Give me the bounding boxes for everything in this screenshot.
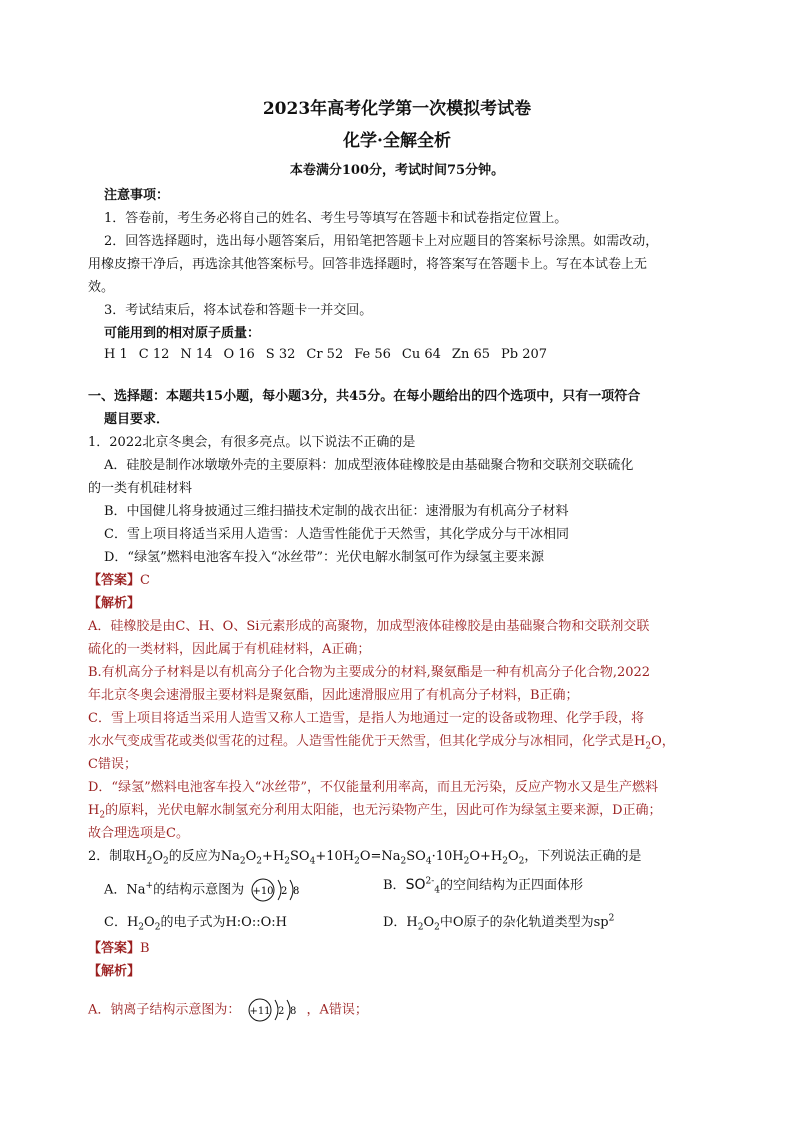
sp-sup: 2: [608, 913, 615, 924]
na-shell-2: 8: [293, 886, 300, 897]
atom-pb: Pb 207: [501, 347, 548, 362]
note-2: 2．回答选择题时，选出每小题答案后，用铅笔把答题卡上对应题目的答案标号涂黑。如需改动，: [104, 234, 659, 249]
q2-option-c: C．$H_2O_2$的电子式为H:O::O:H: [104, 915, 287, 933]
answer-label: 【答案】: [88, 573, 141, 588]
q2-opt-d-tail: 中O原子的杂化轨道类型为sp: [439, 915, 609, 930]
q2-stem-rest: ，下列说法正确的是: [524, 849, 642, 864]
q1-conclusion: 故合理选项是C。: [88, 826, 189, 841]
q1-exp-c-end: C错误；: [88, 757, 137, 772]
q1-stem: 1．2022北京冬奥会，有很多亮点。以下说法不正确的是: [88, 435, 416, 450]
note-3: 3．考试结束后，将本试卷和答题卡一并交回。: [104, 303, 373, 318]
q1-exp-c: C．雪上项目将适当采用人造雪又称人工造雪，是指人为地通过一定的设备或物理、化学手段，将: [88, 711, 644, 726]
na-plus-sup: +: [145, 881, 154, 892]
q2-exp-a: [88, 996, 368, 1024]
so4-charge: 2-: [425, 876, 435, 887]
note-2-end: 效。: [88, 280, 115, 295]
q2-opt-a-tail: 的结构示意图为: [153, 882, 245, 898]
atoms-list: [104, 346, 558, 364]
na-nucleus: +10: [252, 886, 274, 897]
atom-cu: Cu 64: [401, 347, 441, 362]
q2-opt-d-pre: D．H: [383, 915, 418, 930]
so4-ion: SO: [405, 877, 426, 893]
na11-shell-2: 8: [289, 1006, 296, 1017]
q2-option-d: D．$H_2O_2$中O原子的杂化轨道类型为$sp^2$: [383, 913, 615, 933]
q1-exp-a-cont: 硫化的一类材料，因此属于有机硅材料，A正确；: [88, 642, 371, 657]
atom-o: O 16: [223, 347, 255, 362]
h2-letter: H: [88, 803, 100, 818]
q1-option-b: B．中国健儿将身披通过三维扫描技术定制的战衣出征：速滑服为有机高分子材料: [104, 504, 569, 519]
q2-analysis-label: 【解析】: [88, 964, 141, 979]
atom-n: N 14: [180, 347, 213, 362]
q1-analysis-label: 【解析】: [88, 596, 141, 611]
exp-d-text: 的原料，光伏电解水制氢充分利用太阳能，也无污染物产生，因此可作为绿氢主要来源，D正确；: [105, 803, 662, 818]
q1-answer: [88, 572, 150, 590]
q1-option-c: C．雪上项目将适当采用人造雪：人造雪性能优于天然雪，其化学成分与干冰相同: [104, 527, 569, 542]
q1-option-a-cont: 的一类有机硅材料: [88, 481, 193, 496]
q2-answer: [88, 940, 150, 958]
na11-ion-diagram: [247, 996, 307, 1024]
na11-nucleus: +11: [248, 1006, 271, 1017]
q2-opt-a-pre: A．Na: [104, 882, 146, 898]
atom-c: C 12: [138, 347, 170, 362]
q1-exp-b: B.有机高分子材料是以有机高分子化合物为主要成分的材料,聚氨酯是一种有机高分子化合物,2022: [88, 665, 651, 680]
h2-subscript: 2: [99, 810, 106, 821]
h2o-tail: O，: [651, 734, 675, 749]
q2-exp-a-tail: ，A错误；: [306, 1002, 368, 1018]
h2o-subscript: 2: [645, 741, 652, 752]
atom-s: S 32: [265, 347, 296, 362]
notes-heading: 注意事项：: [104, 188, 170, 203]
section-heading-cont: 题目要求．: [104, 412, 170, 427]
atom-zn: Zn 65: [451, 347, 490, 362]
q2-sub-2: 2: [163, 856, 169, 867]
q2-opt-b-pre: B．: [383, 878, 406, 893]
atom-h: H 1: [104, 347, 128, 362]
na-ion-diagram: [250, 876, 310, 904]
atom-fe: Fe 56: [354, 347, 391, 362]
exam-title: 2023年高考化学第一次模拟考试卷: [262, 99, 532, 119]
q1-exp-b-cont: 年北京冬奥会速滑服主要材料是聚氨酯，因此速滑服应用了有机高分子材料，B正确；: [88, 688, 579, 703]
note-2-cont: 用橡皮擦干净后，再选涂其他答案标号。回答非选择题时，将答案写在答题卡上。写在本试卷上无: [88, 257, 648, 272]
q2-stem-mid: 的反应为Na: [168, 849, 240, 864]
q2-option-a: [104, 876, 310, 904]
section-heading: 一、选择题：本题共15小题，每小题3分，共45分。在每小题给出的四个选项中，只有一项符合: [88, 389, 641, 404]
q1-exp-d: D．“绿氢”燃料电池客车投入“冰丝带”，不仅能量利用率高，而且无污染，反应产物水又是生产燃料: [88, 780, 659, 795]
q2-stem: 2．制取$H_2O_2$的反应为$Na_2O_2+H_2SO_4+10H_2O=Na_2SO_4\cdot 10H_2O+H_2O_2$，下列说法正确的是: [88, 849, 642, 867]
exam-info: 本卷满分100分，考试时间75分钟。: [289, 163, 505, 178]
q2-opt-c-mid: 的电子式为: [160, 915, 226, 930]
q2-exp-a-pre: A．钠离子结构示意图为：: [88, 1002, 241, 1018]
q1-exp-d-cont: [88, 802, 662, 820]
atom-cr: Cr 52: [306, 347, 344, 362]
exp-c-text: 水水气变成雪花或类似雪花的过程。人造雪性能优于天然雪，但其化学成分与冰相同，化学式是H: [88, 734, 646, 749]
q2-answer-value: B: [140, 941, 150, 956]
q1-exp-a: A．硅橡胶是由C、H、O、Si元素形成的高聚物，加成型液体硅橡胶是由基础聚合物和交联剂交联: [88, 619, 650, 634]
q1-exp-c-cont: [88, 733, 675, 751]
q2-stem-pre: 2．制取H: [88, 849, 147, 864]
atoms-heading: 可能用到的相对原子质量：: [104, 326, 261, 341]
exam-subtitle: 化学·全解全析: [343, 131, 451, 151]
q2-option-b: [383, 876, 583, 895]
q1-option-d: D．“绿氢”燃料电池客车投入“冰丝带”：光伏电解水制氢可作为绿氢主要来源: [104, 550, 545, 565]
q2-sub-1: 2: [146, 856, 153, 867]
so4-sub: 4: [434, 885, 440, 896]
q2-opt-c-pre: C．H: [104, 915, 139, 930]
na-shell-1: 2: [281, 886, 288, 897]
q2-answer-label: 【答案】: [88, 941, 141, 956]
electron-formula: H:O::O:H: [225, 915, 287, 930]
note-1: 1．答卷前，考生务必将自己的姓名、考生号等填写在答题卡和试卷指定位置上。: [104, 211, 568, 226]
q2-opt-b-tail: 的空间结构为正四面体形: [439, 878, 583, 893]
na11-shell-1: 2: [277, 1006, 284, 1017]
q1-option-a: A．硅胶是制作冰墩墩外壳的主要原料：加成型液体硅橡胶是由基础聚合物和交联剂交联硫化: [104, 458, 634, 473]
answer-value: C: [140, 573, 150, 588]
